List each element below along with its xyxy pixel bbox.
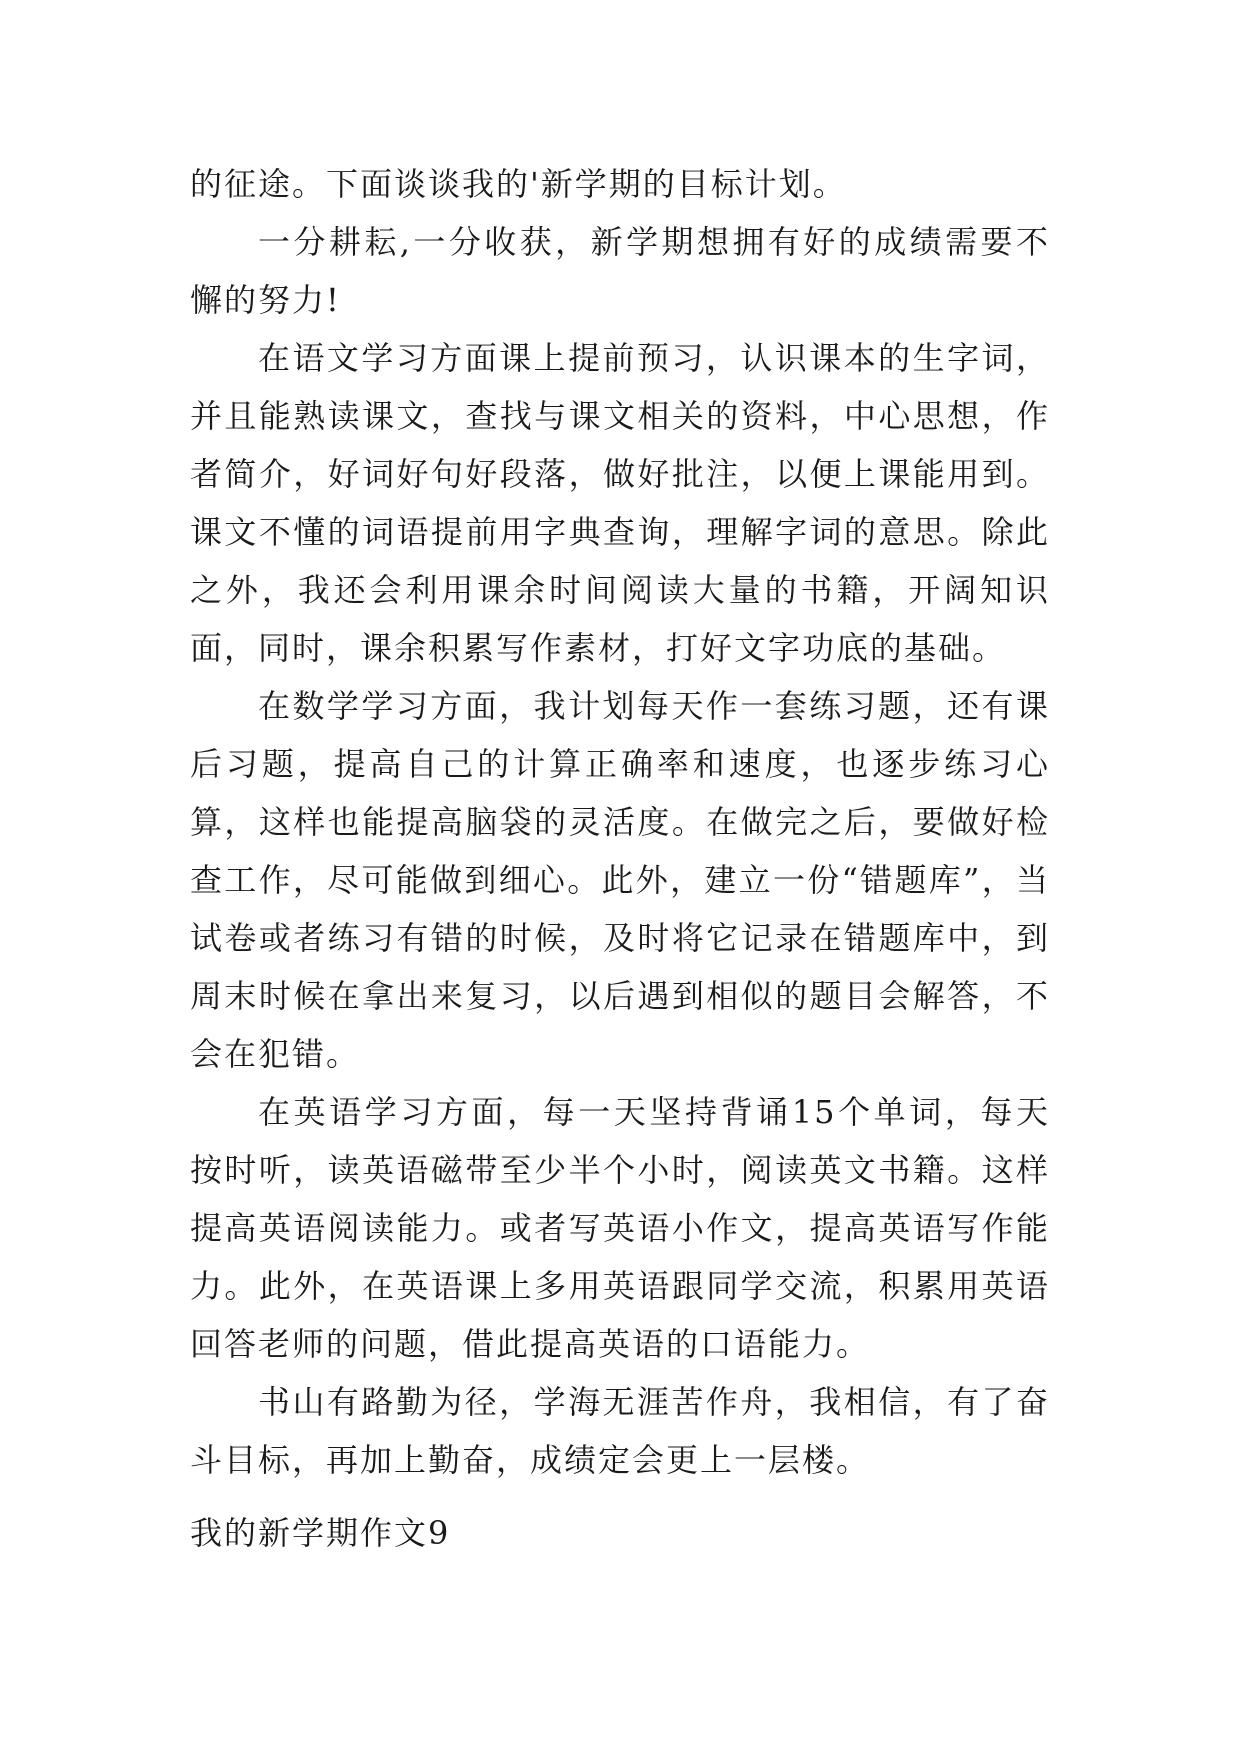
essay-body bbox=[190, 155, 1050, 1489]
next-essay-heading: 我的新学期作文9 bbox=[190, 1514, 451, 1552]
paragraph-3: 在语文学习方面课上提前预习，认识课本的生字词，并且能熟读课文，查找与课文相关的资料，中心思想，作者简介，好词好句好段落，做好批注，以便上课能用到。课文不懂的词语提前用字典查询，理解字词的意思。除此之外，我还会利用课余时间阅读大量的书籍，开阔知识面，同时，课余积累写作素材，打好文字功底的基础。 bbox=[190, 339, 1050, 667]
paragraph-5: 在英语学习方面，每一天坚持背诵15个单词，每天按时听，读英语磁带至少半个小时，阅读英文书籍。这样提高英语阅读能力。或者写英语小作文，提高英语写作能力。此外，在英语课上多用英语跟同学交流，积累用英语回答老师的问题，借此提高英语的口语能力。 bbox=[190, 1093, 1050, 1363]
paragraph-6: 书山有路勤为径，学海无涯苦作舟，我相信，有了奋斗目标，再加上勤奋，成绩定会更上一层楼。 bbox=[190, 1383, 1050, 1479]
paragraph-4: 在数学学习方面，我计划每天作一套练习题，还有课后习题，提高自己的计算正确率和速度，也逐步练习心算，这样也能提高脑袋的灵活度。在做完之后，要做好检查工作，尽可能做到细心。此外，建立一份“错题库”，当试卷或者练习有错的时候，及时将它记录在错题库中，到周末时候在拿出来复习，以后遇到相似的题目会解答，不会在犯错。 bbox=[190, 687, 1050, 1073]
paragraph-1: 的征途。下面谈谈我的'新学期的目标计划。 bbox=[190, 165, 847, 203]
paragraph-2: 一分耕耘,一分收获，新学期想拥有好的成绩需要不懈的努力! bbox=[190, 223, 1050, 319]
